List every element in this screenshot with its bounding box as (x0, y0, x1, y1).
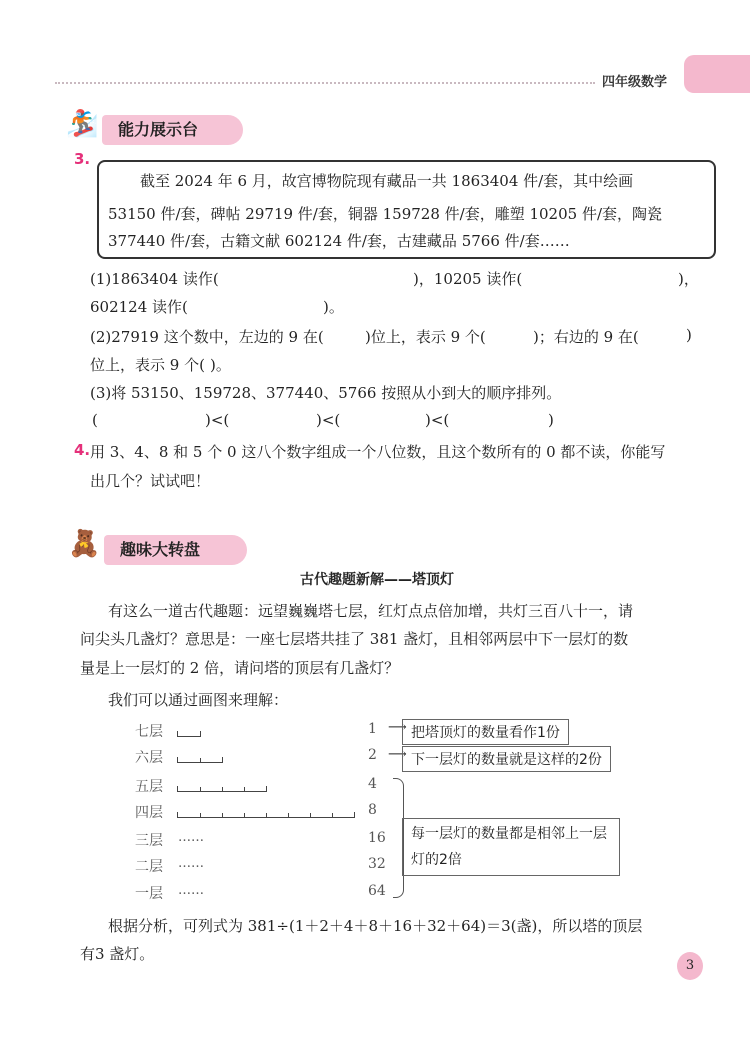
bar-tick (200, 813, 201, 817)
floor-bar (177, 786, 267, 792)
bar-tick (332, 813, 333, 817)
ellipsis: …… (178, 856, 204, 871)
blank-paren: ( (92, 411, 98, 429)
blank-paren: )<( (316, 411, 341, 429)
floor-bar (177, 731, 201, 737)
floor-value: 64 (368, 883, 386, 899)
ellipsis: …… (178, 830, 204, 845)
floor-label: 二层 (135, 859, 163, 875)
passage-line: 377440 件/套，古籍文献 602124 件/套，古建藏品 5766 件/套…… (108, 232, 570, 250)
story-intro: 我们可以通过画图来理解： (108, 691, 289, 709)
note-line: 每一层灯的数量都是相邻上一层 (411, 826, 607, 842)
q4-text: 用 3、4、8 和 5 个 0 这八个数字组成一个八位数，且这个数所有的 0 都不读，你能写 (90, 443, 666, 461)
conclusion-line: 有3 盏灯。 (80, 945, 155, 963)
q3-part1-text: (1)1863404 读作( (90, 270, 219, 288)
floor-label: 七层 (135, 724, 163, 740)
q3-part1-text: )。 (323, 298, 344, 316)
story-title: 古代趣题新解——塔顶灯 (300, 572, 454, 588)
q3-part2-text: )位上，表示 9 个( (365, 328, 486, 346)
floor-value: 8 (368, 802, 377, 818)
header-divider (55, 82, 595, 84)
passage-line: 53150 件/套，碑帖 29719 件/套，铜器 159728 件/套，雕塑 10205 件/套，陶瓷 (108, 205, 663, 223)
bear-mascot-icon: 🧸 (68, 529, 101, 559)
q3-part2-text: 位上，表示 9 个( (90, 356, 205, 374)
note-box-1: 把塔顶灯的数量看作1份 (402, 719, 569, 745)
floor-value: 1 (368, 721, 377, 737)
section-title-ability: 能力展示台 (102, 115, 243, 145)
bar-tick (288, 813, 289, 817)
floor-label: 六层 (135, 750, 163, 766)
floor-bar (177, 757, 223, 763)
blank-paren: )<( (205, 411, 230, 429)
note-box-2: 下一层灯的数量就是这样的2份 (402, 746, 611, 772)
blank-paren: ) (548, 411, 554, 429)
blank-paren: )<( (425, 411, 450, 429)
story-line: 有这么一道古代趣题：远望巍巍塔七层，红灯点点倍加增，共灯三百八十一，请 (108, 602, 634, 620)
floor-value: 32 (368, 856, 386, 872)
bar-tick (244, 787, 245, 791)
question-number-3: 3. (74, 150, 91, 168)
story-line: 量是上一层灯的 2 倍，请问塔的顶层有几盏灯？ (80, 659, 400, 677)
q3-part1-text: )，10205 读作( (413, 270, 523, 288)
floor-label: 五层 (135, 779, 163, 795)
q3-part2-text: (2)27919 这个数中，左边的 9 在( (90, 328, 324, 346)
page-number: 3 (677, 952, 703, 980)
bar-tick (222, 813, 223, 817)
q3-part2-text: ) (686, 326, 692, 344)
q3-part2-text: )。 (210, 356, 231, 374)
floor-label: 三层 (135, 833, 163, 849)
floor-bar (177, 812, 355, 818)
ellipsis: …… (178, 883, 204, 898)
floor-value: 2 (368, 747, 377, 763)
bar-tick (244, 813, 245, 817)
header-tab (684, 55, 750, 93)
q4-text: 出几个？试试吧！ (90, 472, 211, 490)
q3-part2-text: )；右边的 9 在( (533, 328, 639, 346)
question-number-4: 4. (74, 441, 91, 459)
mascot-icon: 🏂 (66, 109, 99, 139)
arrow-icon: ⟶ (388, 720, 407, 735)
q3-part1-text: )， (678, 270, 699, 288)
section-title-fun: 趣味大转盘 (104, 535, 247, 565)
floor-label: 四层 (135, 805, 163, 821)
bar-tick (222, 787, 223, 791)
bar-tick (200, 758, 201, 762)
story-line: 问尖头几盏灯？意思是：一座七层塔共挂了 381 盏灯，且相邻两层中下一层灯的数 (80, 630, 629, 648)
passage-line: 截至 2024 年 6 月，故宫博物院现有藏品一共 1863404 件/套，其中绘画 (140, 172, 634, 190)
q3-part1-text: 602124 读作( (90, 298, 188, 316)
q3-part3-text: (3)将 53150、159728、377440、5766 按照从小到大的顺序排列。 (90, 384, 562, 402)
floor-value: 4 (368, 776, 377, 792)
grade-label: 四年级数学 (602, 75, 668, 90)
conclusion-line: 根据分析，可列式为 381÷(1＋2＋4＋8＋16＋32＋64)＝3(盏)，所以塔的顶层 (108, 917, 643, 935)
arrow-icon: ⟶ (388, 747, 407, 762)
floor-label: 一层 (135, 886, 163, 902)
note-line: 灯的2倍 (411, 852, 462, 868)
bar-tick (310, 813, 311, 817)
bar-tick (266, 813, 267, 817)
note-box-3 (402, 818, 620, 876)
bar-tick (200, 787, 201, 791)
floor-value: 16 (368, 830, 386, 846)
